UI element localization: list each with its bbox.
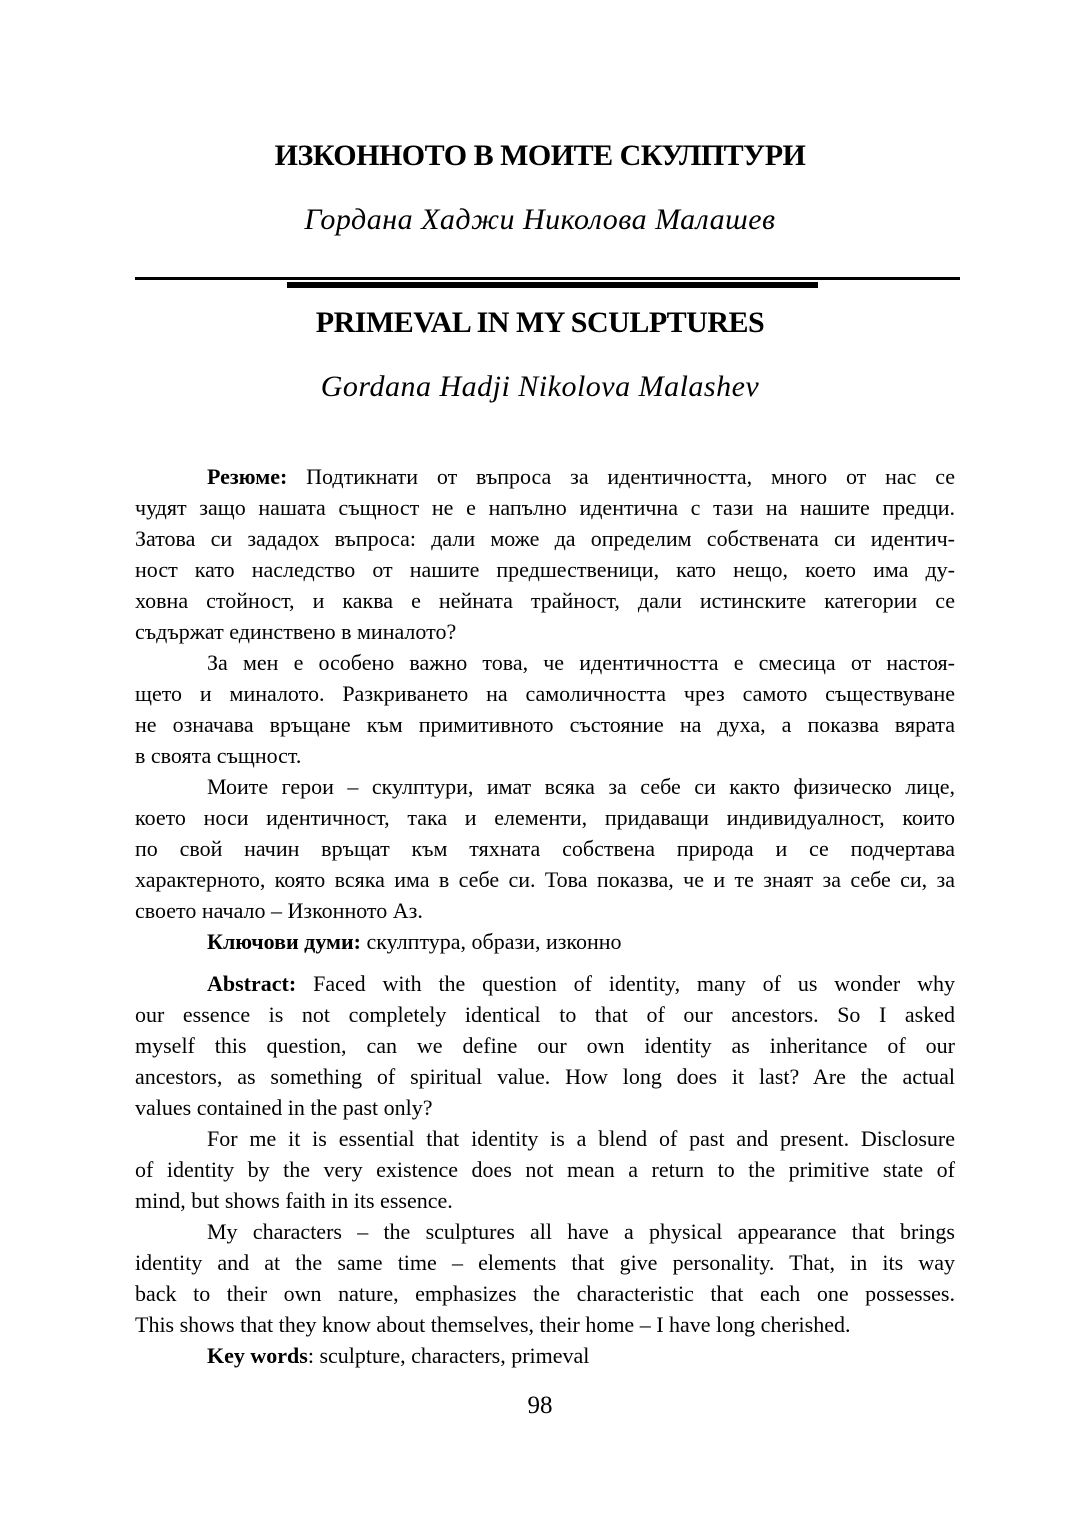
keywords-bulgarian-text: скулптура, образи, изконно [366, 929, 622, 954]
keywords-english-text: : sculpture, characters, primeval [307, 1343, 590, 1368]
resume-label: Резюме: [207, 464, 288, 489]
text-line: For me it is essential that identity is a blend of past and present. Disclosure [207, 1126, 955, 1151]
abstract-english [135, 968, 955, 1371]
divider-thin-rule [135, 277, 960, 280]
text-line: ховна стойност, и каква е нейната трайност, дали истинските категории се [135, 588, 955, 613]
page-number: 98 [527, 1392, 553, 1419]
text-line: в своята същност. [135, 743, 302, 768]
keywords-bulgarian-label: Ключови думи: [207, 929, 362, 954]
divider-thick-rule [287, 282, 818, 288]
keywords-english-label: Key words [207, 1343, 308, 1368]
text-line: не означава връщане към примитивното състояние на духа, а показва вярата [135, 712, 955, 737]
text-line: по свой начин връщат към тяхната собствена природа и се подчертава [135, 836, 955, 861]
text-line: mind, but shows faith in its essence. [135, 1188, 453, 1213]
article-title-english: PRIMEVAL IN MY SCULPTURES [315, 306, 765, 339]
text-line: Затова си зададох въпроса: дали може да определим собствената си идентич- [135, 526, 955, 551]
text-line: своето начало – Изконното Аз. [135, 898, 423, 923]
text-line: back to their own nature, emphasizes the characteristic that each one possesses. [135, 1281, 955, 1306]
text-line: My characters – the sculptures all have a physical appearance that brings [207, 1219, 955, 1244]
article-title-bulgarian: ИЗКОННОТО В МОИТЕ СКУЛПТУРИ [274, 139, 806, 172]
abstract-bulgarian [135, 461, 955, 957]
text-line: съдържат единствено в миналото? [135, 619, 457, 644]
text-line: щето и миналото. Разкриването на самоличността чрез самото съществуване [135, 681, 955, 706]
text-line: of identity by the very existence does not mean a return to the primitive state of [135, 1157, 955, 1182]
article-author-bulgarian: Гордана Хаджи Николова Малашев [304, 203, 776, 236]
article-author-english: Gordana Hadji Nikolova Malashev [320, 370, 760, 403]
text-line: Faced with the question of identity, many of us wonder why [313, 971, 956, 996]
text-line: myself this question, can we define our own identity as inheritance of our [135, 1033, 955, 1058]
abstract-label: Abstract: [207, 971, 297, 996]
text-line: ancestors, as something of spiritual value. How long does it last? Are the actual [135, 1064, 955, 1089]
text-line: Моите герои – скулптури, имат всяка за себе си както физическо лице, [207, 774, 955, 799]
text-line: характерното, която всяка има в себе си. Това показва, че и те знаят за себе си, за [135, 867, 955, 892]
text-line: identity and at the same time – elements that give personality. That, in its way [135, 1250, 955, 1275]
text-line: Подтикнати от въпроса за идентичността, много от нас се [306, 464, 955, 489]
keywords-english [135, 1340, 955, 1371]
text-line: values contained in the past only? [135, 1095, 433, 1120]
text-line [135, 968, 955, 999]
text-line: чудят защо нашата същност не е напълно идентична с тази на нашите предци. [135, 495, 955, 520]
keywords-bulgarian [135, 926, 955, 957]
text-line: ност като наследство от нашите предшественици, като нещо, което има ду- [135, 557, 955, 582]
text-line: което носи идентичност, така и елементи, придаващи индивидуалност, които [135, 805, 955, 830]
text-line: our essence is not completely identical to that of our ancestors. So I asked [135, 1002, 955, 1027]
text-line: За мен е особено важно това, че идентичността е смесица от настоя- [207, 650, 955, 675]
text-line [135, 461, 955, 492]
text-line: This shows that they know about themselves, their home – I have long cherished. [135, 1312, 851, 1337]
